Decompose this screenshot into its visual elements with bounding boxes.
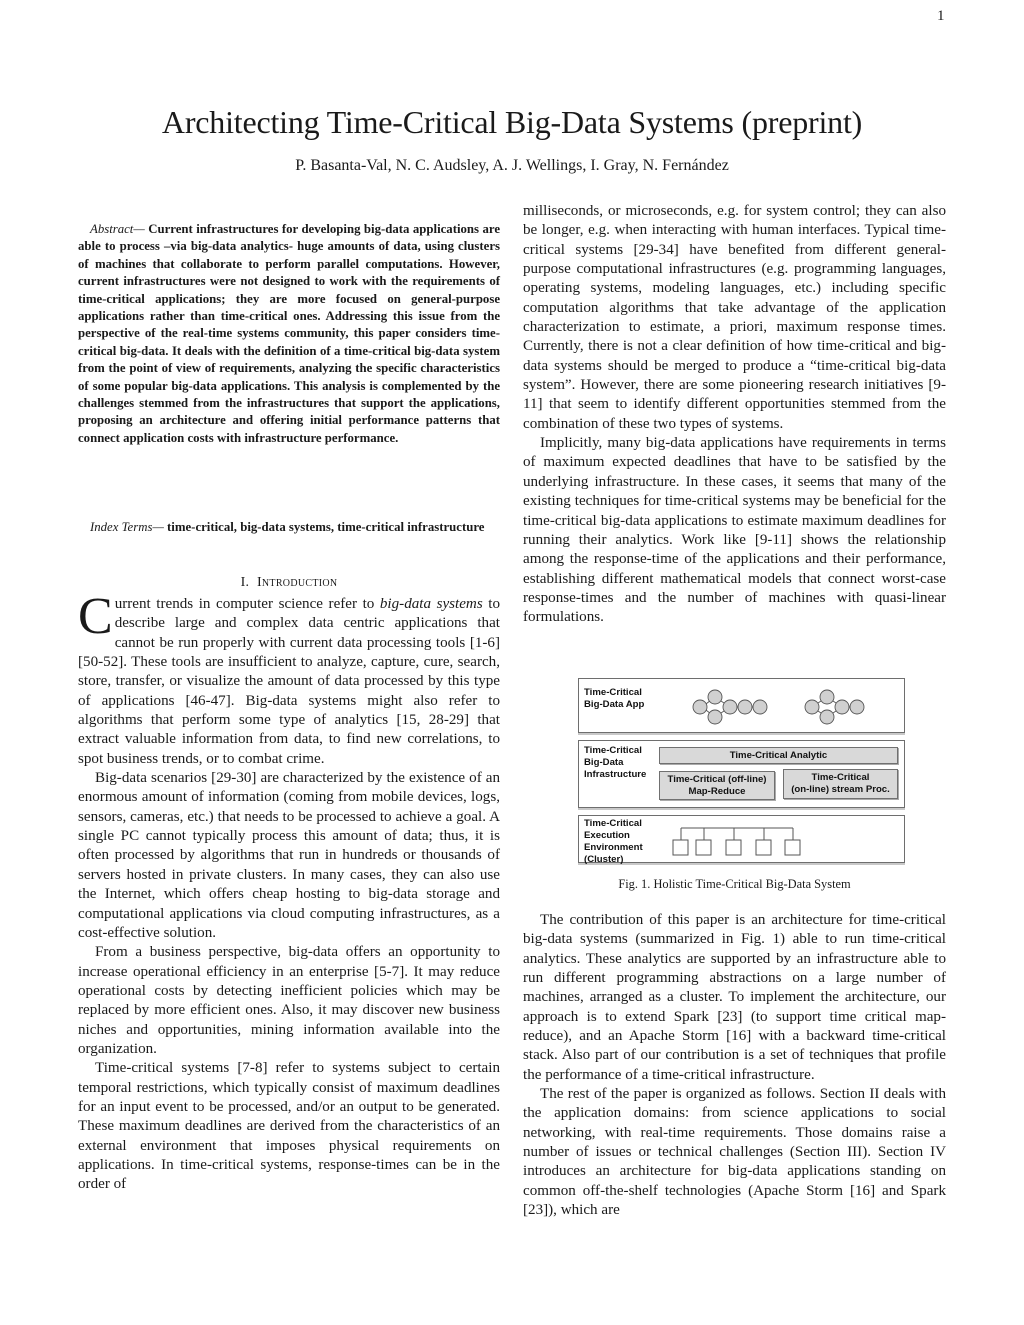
drop-cap: C: [78, 588, 113, 645]
stream-processing-box: [783, 769, 898, 799]
intro-paragraph-4: Time-critical systems [7-8] refer to systems subject to certain temporal restrictions, which typically consist of maximum deadlines for an input event to be processed, and/or an output to be generated. These maximum deadlines are derived from the characteristics of an external environment that imposes physical requirements on applications. In time-critical systems, response-times can be in the order of: [78, 1060, 500, 1193]
cluster-nodes-icon: [667, 822, 807, 862]
analytic-box: [659, 747, 898, 764]
layer-execution-environment: [578, 815, 905, 863]
right-column: [523, 202, 946, 628]
box-label: Map-Reduce: [688, 785, 746, 797]
box-label: Time-Critical Analytic: [729, 749, 828, 761]
intro-paragraph-1: [78, 588, 500, 769]
intro-text: urrent trends in computer science refer to: [114, 596, 380, 612]
author-list: P. Basanta-Val, N. C. Audsley, A. J. Wellings, I. Gray, N. Fernández: [295, 157, 729, 174]
label-line: Infrastructure: [584, 769, 647, 780]
abstract-label: Abstract—: [90, 222, 145, 236]
intro-text: to describe large and complex data centric applications that cannot be run properly with current data processing tools [1-6][50-52]. These tools are insufficient to analyze, capture, cure, search, store, transfer, or visualize the amount of data processed by this type of applications [46-47]. Big-data systems might also refer to algorithms that perform some type of analytics [15, 28-29] that extract valuable information from data, to find new correlations, to spot business trends, or to combat crime.: [78, 596, 500, 767]
layer-big-data-infrastructure: [578, 740, 905, 808]
intro-paragraph-7: The rest of the paper is organized as follows. Section II deals with the application domains: from science applications to social networking, with real-time requirements. Those domains raise a number of issues or technical challenges (Section III). Section IV introduces an architecture for big-data applications standing on common off-the-shelf technologies (Apache Storm [16] and Spark [23]), which are: [523, 1086, 946, 1219]
intro-paragraph-3: From a business perspective, big-data offers an opportunity to increase operational efficiency in an enterprise [5-7]. It may reduce operational costs by detecting inefficient policies which may be replaced by more efficient ones. Also, it may discover new business niches and opportunities, mining information available into the organization.: [78, 944, 500, 1057]
page-number: 1: [937, 8, 945, 24]
label-line: Time-Critical: [584, 745, 642, 756]
left-column: [78, 588, 500, 1195]
intro-paragraph-5: Implicitly, many big-data applications have requirements in terms of maximum expected deadlines that have to be satisfied by the underlying infrastructure. In these cases, it seems that many of the existing techniques for time-critical systems may be beneficial for the time-critical big-data applications to estimate maximum deadlines for running their analytics. Work like [9-11] shows the relationship among the response-time of the applications and their performance, establishing different mathematical models that connect worst-case response-times and the number of machines with quasi-linear formulations.: [523, 435, 946, 626]
box-label: Time-Critical: [811, 772, 870, 783]
section-number: I.: [240, 575, 250, 590]
intro-paragraph-4-continued: milliseconds, or microseconds, e.g. for system control; they can also be longer, e.g. when interacting with human interfaces. Typical time-critical systems [29-34] have benefited from different general-purpose computational infrastructures (e.g. programming languages, operating systems, modeling languages, etc.) including specific computation algorithms that take advantage of the application characterization to estimate, a priori, maximum response times. Currently, there is not a clear definition of how time-critical and big-data systems should be merged to produce a “time-critical big-data system”. However, there are some pioneering research initiatives [9-11] that seem to identify different opportunities stemmed from the combination of these two types of systems.: [523, 203, 946, 432]
layer-label: [584, 745, 646, 781]
box-label: Time-Critical (off-line): [667, 773, 767, 785]
figure-1: [578, 678, 905, 870]
box-label: (on-line) stream Proc.: [791, 784, 890, 795]
label-line: Environment: [584, 842, 643, 853]
abstract: [78, 221, 500, 447]
intro-paragraph-2: Big-data scenarios [29-30] are characterized by the existence of an enormous amount of information (coming from mobile devices, logs, sensors, cameras, etc.) that needs to be processed to achieve a goal. A single PC cannot typically process this amount of data; thus, it is often processed by algorithms that run in hundreds or thousands of servers hosted in private clusters. In many cases, they can also use the Internet, which offers cheap hosting to big-data storage and computational applications via cloud computing infrastructures, as a cost-effective solution.: [78, 770, 500, 941]
section-heading: [78, 575, 500, 591]
figure-caption: Fig. 1. Holistic Time-Critical Big-Data System: [618, 877, 851, 891]
index-terms-text: time-critical, big-data systems, time-critical infrastructure: [163, 520, 485, 534]
label-line: (Cluster): [584, 854, 624, 865]
section-title: Introduction: [256, 575, 338, 590]
label-line: Time-Critical: [584, 818, 642, 829]
map-reduce-box: [659, 771, 775, 800]
paper-title: Architecting Time-Critical Big-Data Systems (preprint): [161, 104, 863, 140]
layer-label: [584, 818, 643, 866]
dataflow-graph-icon: [687, 687, 887, 727]
label-line: Big-Data App: [584, 699, 645, 710]
intro-paragraph-6: The contribution of this paper is an architecture for time-critical big-data systems (summarized in Fig. 1) able to run time-critical analytics. These analytics are supported by an infrastructure able to run different programming abstractions on a large number of machines, arranged as a cluster. To implement the architecture, our approach is to extend Spark [23] (to support time critical map-reduce), and an Apache Storm [16] with a backward time-critical stack. Also part of our contribution is a set of techniques that profile the performance of a time-critical infrastructure.: [523, 912, 946, 1083]
label-line: Big-Data: [584, 757, 624, 768]
layer-label: [584, 687, 644, 711]
label-line: Time-Critical: [584, 687, 642, 698]
italic-term: big-data systems: [379, 596, 483, 612]
label-line: Execution: [584, 830, 630, 841]
right-column-lower: [523, 911, 946, 1221]
abstract-text: Current infrastructures for developing big-data applications are able to process –via big-data analytics- huge amounts of data, using clusters of machines that collaborate to perform parallel computations. However, current infrastructures were not designed to work with the requirements of time-critical applications; they are more focused on general-purpose applications rather than time-critical ones. Addressing this issue from the perspective of the real-time systems community, this paper considers time-critical big-data. It deals with the definition of a time-critical big-data system from the point of view of requirements, analyzing the specific characteristics of some popular big-data applications. This analysis is complemented by the challenges stemmed from the infrastructures that support the applications, proposing an architecture and offering initial performance patterns that connect application costs with infrastructure performance.: [78, 222, 500, 445]
index-terms-label: Index Terms—: [90, 520, 164, 534]
layer-big-data-app: [578, 678, 905, 733]
index-terms: [78, 519, 500, 536]
